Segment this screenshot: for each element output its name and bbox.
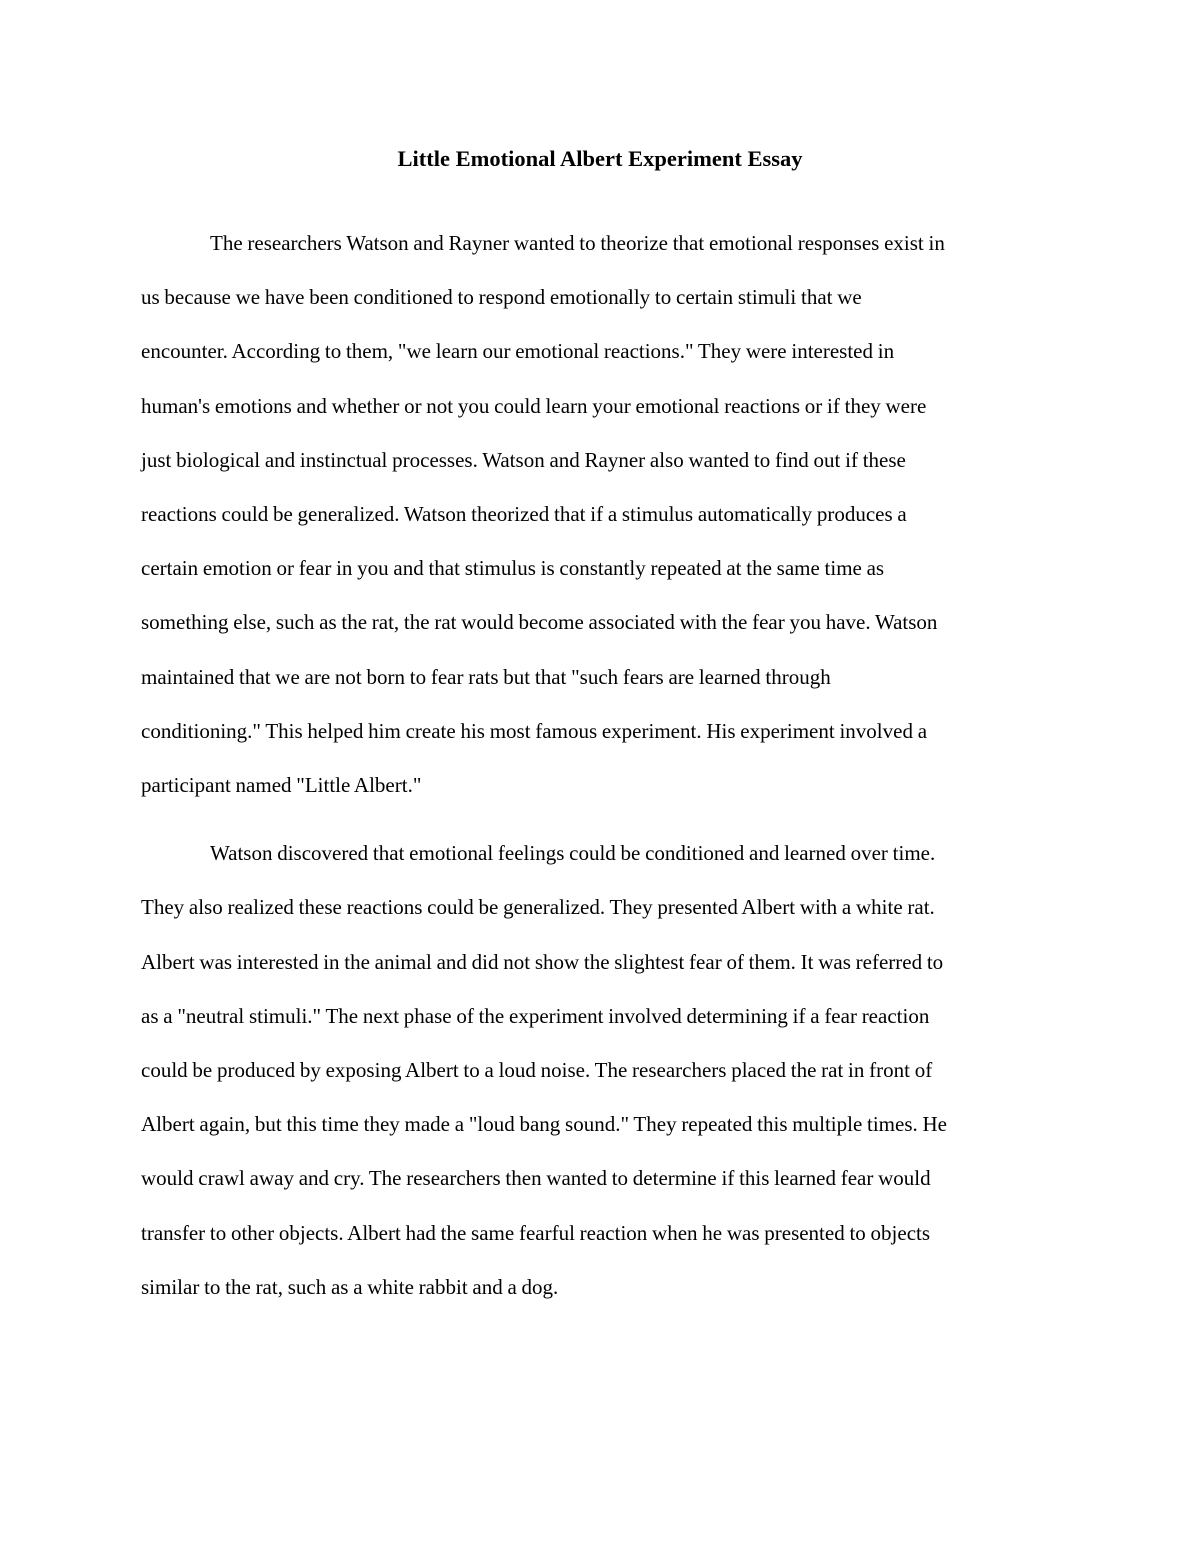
text-line: human's emotions and whether or not you could learn your emotional reactions or if they were xyxy=(141,393,927,418)
text-line: something else, such as the rat, the rat would become associated with the fear you have. Watson xyxy=(141,610,938,635)
text-line: The researchers Watson and Rayner wanted to theorize that emotional responses exist in xyxy=(210,231,945,255)
text-line: could be produced by exposing Albert to a loud noise. The researchers placed the rat in front of xyxy=(141,1058,933,1083)
paragraph-1 xyxy=(141,216,1061,812)
paragraph-2 xyxy=(141,826,1061,1314)
text-line: reactions could be generalized. Watson theorized that if a stimulus automatically produces a xyxy=(141,502,907,527)
essay-body xyxy=(141,216,1061,1314)
text-line: Watson discovered that emotional feelings could be conditioned and learned over time. xyxy=(210,841,936,866)
text-line: maintained that we are not born to fear rats but that "such fears are learned through xyxy=(141,664,831,689)
text-line: just biological and instinctual processes. Watson and Rayner also wanted to find out if these xyxy=(141,447,906,472)
text-line: participant named "Little Albert." xyxy=(141,773,422,798)
text-line: conditioning." This helped him create his most famous experiment. His experiment involved a xyxy=(141,718,928,743)
essay-title: Little Emotional Albert Experiment Essay xyxy=(397,146,803,171)
text-line: would crawl away and cry. The researchers then wanted to determine if this learned fear would xyxy=(141,1166,931,1191)
text-line: transfer to other objects. Albert had the same fearful reaction when he was presented to objects xyxy=(141,1220,931,1245)
text-line: Albert again, but this time they made a "loud bang sound." They repeated this multiple times. He xyxy=(141,1112,947,1137)
text-line: Albert was interested in the animal and did not show the slightest fear of them. It was referred to xyxy=(141,949,944,974)
text-line: encounter. According to them, "we learn our emotional reactions." They were interested in xyxy=(141,339,895,364)
text-line: similar to the rat, such as a white rabbit and a dog. xyxy=(141,1274,559,1299)
text-line: as a "neutral stimuli." The next phase of the experiment involved determining if a fear reaction xyxy=(141,1003,930,1028)
text-line: certain emotion or fear in you and that stimulus is constantly repeated at the same time as xyxy=(141,556,885,581)
text-line: They also realized these reactions could be generalized. They presented Albert with a white rat. xyxy=(141,895,935,920)
text-line: us because we have been conditioned to respond emotionally to certain stimuli that we xyxy=(141,285,862,310)
